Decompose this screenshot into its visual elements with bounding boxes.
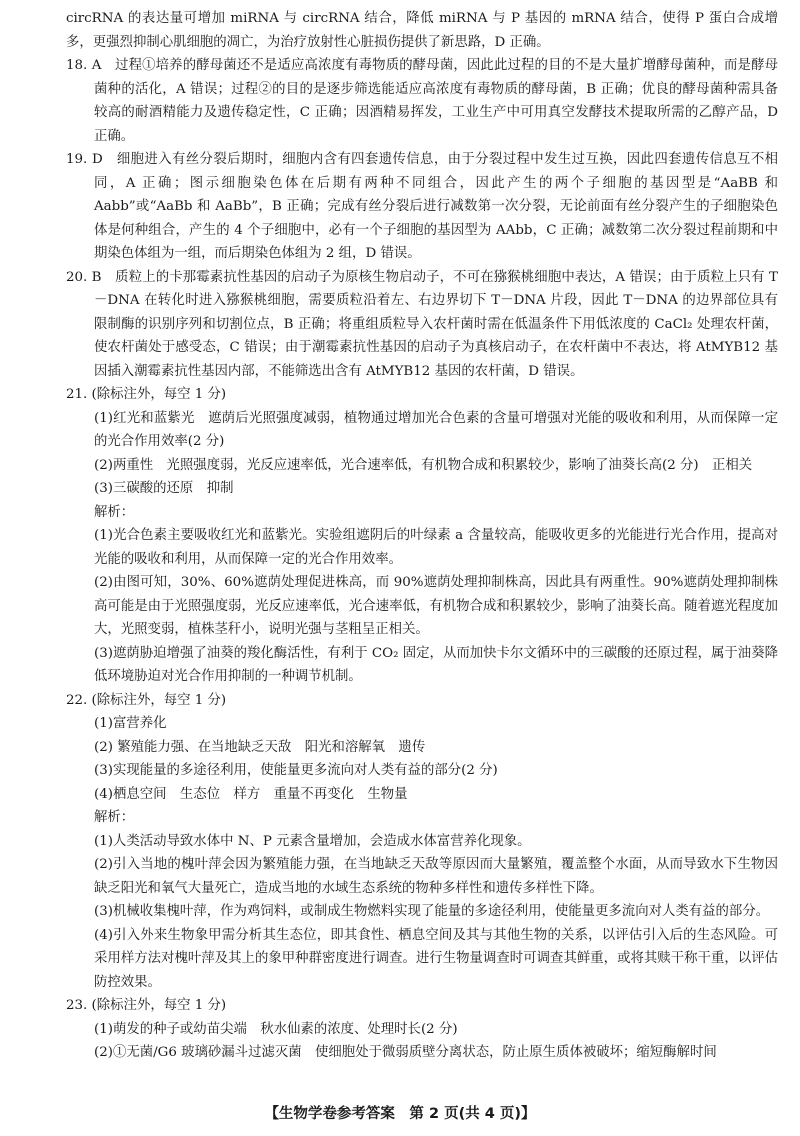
answer-21-3: (3)三碳酸的还原 抑制 bbox=[94, 481, 234, 496]
analysis-21-3: (3)遮荫胁迫增强了油葵的羧化酶活性，有利于 CO₂ 固定，从而加快卡尔文循环中的三碳酸的还原过程，属于油葵降低环境胁迫对光合作用抑制的一种调节机制。 bbox=[94, 645, 778, 684]
answer-22-3: (3)实现能量的多途径利用，使能量更多流向对人类有益的部分(2 分) bbox=[94, 763, 498, 778]
answer-19: 19. D 细胞进入有丝分裂后期时，细胞内含有四套遗传信息，由于分裂过程中发生过互换，因此四套遗传信息互不相同，A 正确；图示细胞染色体在后期有两种不同组合，因此产生的两个子细胞的基因型是“AaBB 和 Aabb”或“AaBb 和 AaBb”，B 正确；完成有丝分裂后进行减数第一次分裂，无论前面有丝分裂产生的子细胞染色体是何种组合，产生的 4 个子细胞中，必有一个子细胞的基因型为 AAbb，C 正确；减数第二次分裂过程前期和中期染色体组为一组，而后期染色体组为 2 组，D 错误。 bbox=[66, 152, 778, 261]
answer-22-4: (4)栖息空间 生态位 样方 重量不再变化 生物量 bbox=[94, 786, 408, 802]
analysis-22-1: (1)人类活动导致水体中 N、P 元素含量增加，会造成水体富营养化现象。 bbox=[94, 833, 531, 849]
analysis-label-22: 解析： bbox=[94, 810, 135, 825]
answer-22-2: (2) 繁殖能力强、在当地缺乏天敌 阳光和溶解氧 遗传 bbox=[94, 739, 426, 755]
answer-18: 18. A 过程①培养的酵母菌还不是适应高浓度有毒物质的酵母菌，因此此过程的目的不是大量扩增酵母菌种，而是酵母菌种的活化，A 错误；过程②的目的是逐步筛选能适应高浓度有毒物质的酵母菌，B 正确；优良的酵母菌种需具备较高的耐酒精能力及遗传稳定性，C 正确；因酒精易挥发，工业生产中可用真空发酵技术提取所需的乙醇产品，D 正确。 bbox=[66, 58, 778, 144]
answer-23-1: (1)萌发的种子或幼苗尖端 秋水仙素的浓度、处理时长(2 分) bbox=[94, 1021, 458, 1037]
answer-23-2: (2)①无菌/G6 玻璃砂漏斗过滤灭菌 使细胞处于微弱质壁分离状态，防止原生质体被破坏；缩短酶解时间 bbox=[94, 1045, 717, 1060]
answer-22-1: (1)富营养化 bbox=[94, 716, 167, 731]
answer-20: 20. B 质粒上的卡那霉素抗性基因的启动子为原核生物启动子，不可在猕猴桃细胞中表达，A 错误；由于质粒上只有 T－DNA 在转化时进入猕猴桃细胞，需要质粒沿着左、右边界切下 T－DNA 片段，因此 T－DNA 的边界部位具有限制酶的识别序列和切割位点，B 正确；将重组质粒导入农杆菌时需在低温条件下用低浓度的 CaCl₂ 处理农杆菌，使农杆菌处于感受态，C 错误；由于潮霉素抗性基因的启动子为真核启动子，在农杆菌中不表达，将 AtMYB12 基因插入潮霉素抗性基因内部，不能筛选出含有 AtMYB12 基因的农杆菌，D 错误。 bbox=[66, 269, 778, 379]
paragraph-cont-17: circRNA 的表达量可增加 miRNA 与 circRNA 结合，降低 miRNA 与 P 基因的 mRNA 结合，使得 P 蛋白合成增多，更强烈抑制心肌细胞的凋亡，为治疗放射性心脏损伤提供了新思路，D 正确。 bbox=[66, 11, 778, 50]
answer-content bbox=[66, 7, 778, 1065]
page-footer: 【生物学卷参考答案 第 2 页(共 4 页)】 bbox=[264, 1106, 536, 1122]
analysis-label-21: 解析： bbox=[94, 504, 135, 520]
analysis-22-2: (2)引入当地的槐叶萍会因为繁殖能力强，在当地缺乏天敌等原因而大量繁殖，覆盖整个水面，从而导致水下生物因缺乏阳光和氧气大量死亡，造成当地的水域生态系统的物种多样性和遗传多样性下降。 bbox=[94, 857, 778, 896]
analysis-22-4: (4)引入外来生物象甲需分析其生态位，即其食性、栖息空间及其与其他生物的关系，以评估引入后的生态风险。可采用样方法对槐叶萍及其上的象甲种群密度进行调查。进行生物量调查时可调查其鲜重，或将其赎干称干重，以评估防控效果。 bbox=[94, 927, 778, 990]
analysis-21-1: (1)光合色素主要吸收红光和蓝紫光。实验组遮阴后的叶绿素 a 含量较高，能吸收更多的光能进行光合作用，提高对光能的吸收和利用，从而保障一定的光合作用效率。 bbox=[94, 528, 778, 567]
answer-23-header: 23. (除标注外，每空 1 分) bbox=[66, 998, 227, 1013]
answer-22-header: 22. (除标注外，每空 1 分) bbox=[66, 692, 227, 708]
analysis-22-3: (3)机械收集槐叶萍，作为鸡饲料，或制成生物燃料实现了能量的多途径利用，使能量更多流向对人类有益的部分。 bbox=[94, 904, 770, 919]
analysis-21-2: (2)由图可知，30%、60%遮荫处理促进株高，而 90%遮荫处理抑制株高，因此具有两重性。90%遮荫处理抑制株高可能是由于光照强度弱，光反应速率低，光合速率低，有机物合成和积累较少，影响了油葵长高。随着遮光程度加大，光照变弱，植株茎秆小，说明光强与茎粗呈正相关。 bbox=[94, 575, 778, 637]
answer-21-1: (1)红光和蓝紫光 遮荫后光照强度减弱，植物通过增加光合色素的含量可增强对光能的吸收和利用，从而保障一定的光合作用效率(2 分) bbox=[94, 410, 778, 449]
answer-21-2: (2)两重性 光照强度弱，光反应速率低，光合速率低，有机物合成和积累较少，影响了油葵长高(2 分) 正相关 bbox=[94, 457, 753, 473]
answer-21-header: 21. (除标注外，每空 1 分) bbox=[66, 387, 227, 402]
